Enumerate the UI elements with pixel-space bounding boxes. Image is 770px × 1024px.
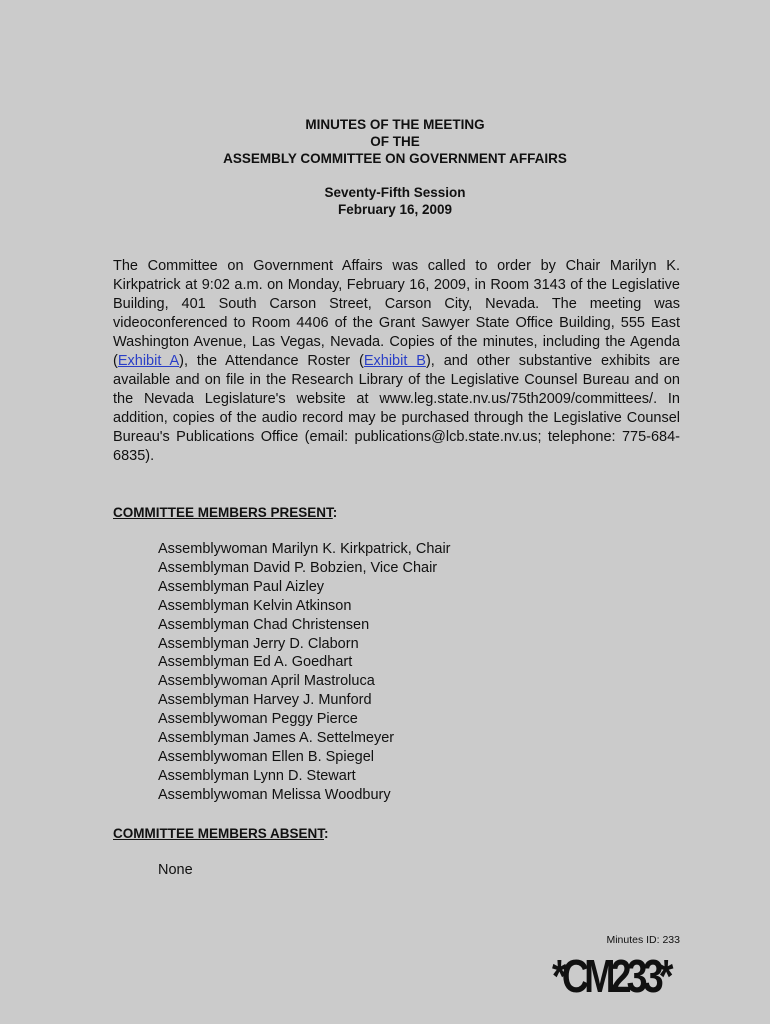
document-title bbox=[0, 116, 770, 167]
member-list-item: Assemblywoman Marilyn K. Kirkpatrick, Chair bbox=[158, 541, 451, 557]
title-line-2: OF THE bbox=[370, 134, 420, 149]
barcode-text: *CM233* bbox=[552, 950, 669, 1002]
member-list-item: Assemblywoman Ellen B. Spiegel bbox=[158, 748, 374, 765]
member-list-item: Assemblyman Chad Christensen bbox=[158, 616, 370, 633]
members-present-heading-text: COMMITTEE MEMBERS PRESENT bbox=[113, 505, 333, 520]
members-present-heading bbox=[113, 504, 337, 521]
member-list-item: Assemblyman Paul Aizley bbox=[158, 578, 325, 595]
intro-paragraph bbox=[113, 257, 680, 466]
intro-text-1: The Committee on Government Affairs was called to order by Chair Marilyn K. Kirkpatrick at 9:02 a.m. on Monday, February 16, 2009, in Room 3143 of the Legislative Building, 401 South Carson Street, Carson City, Nevada. The meeting was videoconferenced to Room 4406 of the Grant Sawyer State Office Building, 555 East Washington Avenue, Las Vegas, Nevada. Copies of the minutes, including the Agenda ( bbox=[113, 258, 680, 369]
title-line-3: ASSEMBLY COMMITTEE ON GOVERNMENT AFFAIRS bbox=[223, 151, 567, 166]
members-absent-value: None bbox=[158, 862, 193, 878]
members-absent-heading-text: COMMITTEE MEMBERS ABSENT bbox=[113, 826, 325, 841]
members-present-list bbox=[158, 540, 451, 805]
member-list-item: Assemblyman Lynn D. Stewart bbox=[158, 767, 356, 784]
intro-text-3: ), and other substantive exhibits are available and on file in the Research Library of the Legislative Counsel Bureau and on the Nevada Legislature's website at www.leg.state.nv.us/75th2009/committees/. In addition, copies of the audio record may be purchased through the Legislative Counsel Bureau's Publications Office (email: publications@lcb.state.nv.us; telephone: 775-684-6835). bbox=[113, 353, 680, 464]
member-list-item: Assemblyman James A. Settelmeyer bbox=[158, 730, 395, 747]
exhibit-b-link[interactable]: Exhibit B bbox=[363, 353, 426, 369]
minutes-id: Minutes ID: 233 bbox=[606, 934, 680, 946]
member-list-item: Assemblywoman Melissa Woodbury bbox=[158, 786, 391, 803]
exhibit-a-link[interactable]: Exhibit A bbox=[117, 353, 180, 369]
session-name: Seventy-Fifth Session bbox=[324, 185, 466, 200]
member-list-item: Assemblywoman Peggy Pierce bbox=[158, 711, 358, 728]
member-list-item: Assemblyman Ed A. Goedhart bbox=[158, 654, 353, 671]
intro-text-2: ), the Attendance Roster ( bbox=[179, 353, 364, 369]
member-list-item: Assemblyman Harvey J. Munford bbox=[158, 692, 372, 709]
session-info bbox=[0, 184, 770, 218]
members-absent-colon: : bbox=[324, 826, 329, 841]
member-list-item: Assemblyman David P. Bobzien, Vice Chair bbox=[158, 559, 438, 576]
member-list-item: Assemblyman Jerry D. Claborn bbox=[158, 635, 359, 652]
members-present-colon: : bbox=[332, 505, 338, 520]
member-list-item: Assemblywoman April Mastroluca bbox=[158, 673, 375, 690]
members-absent-heading bbox=[113, 825, 329, 842]
member-list-item: Assemblyman Kelvin Atkinson bbox=[158, 597, 352, 614]
title-line-1: MINUTES OF THE MEETING bbox=[305, 117, 485, 132]
session-date: February 16, 2009 bbox=[337, 202, 453, 217]
